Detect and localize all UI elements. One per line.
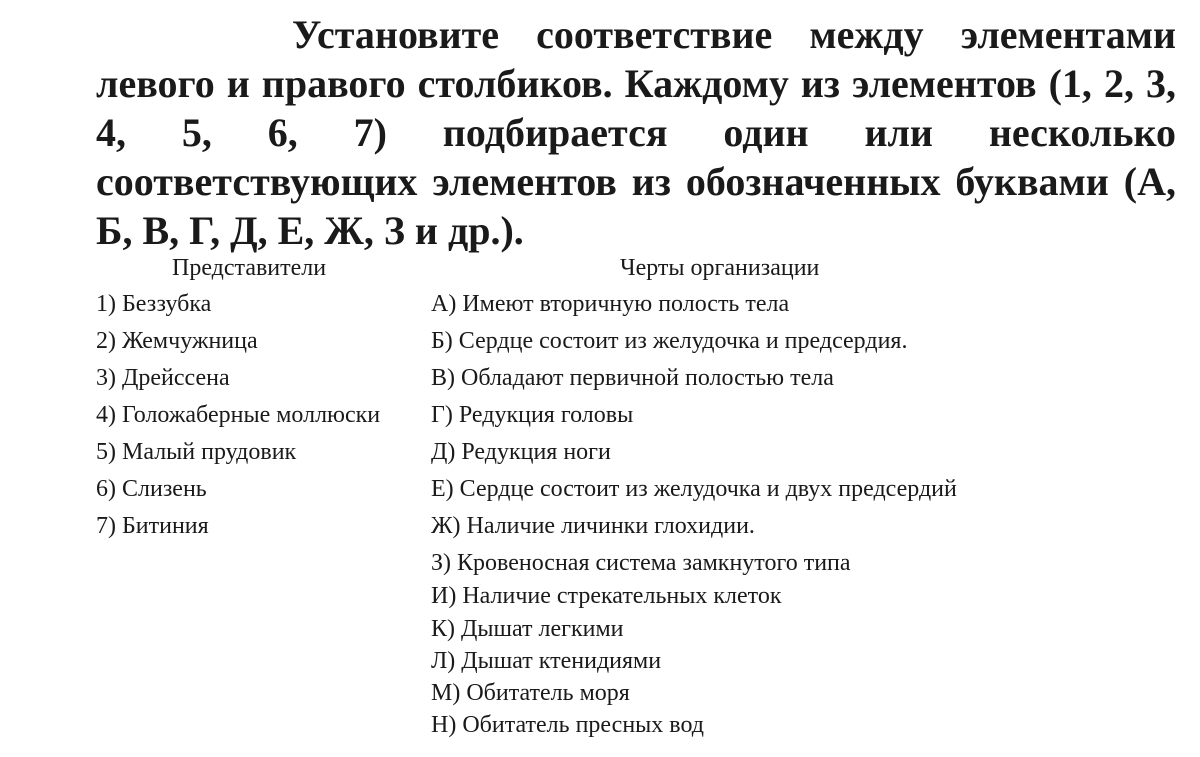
representative-item: 4) Голожаберные моллюски — [96, 402, 381, 428]
representative-item: 7) Битиния — [96, 513, 209, 539]
feature-item: В) Обладают первичной полостью тела — [431, 365, 834, 391]
feature-item: Г) Редукция головы — [431, 402, 634, 428]
feature-item: К) Дышат легкими — [431, 616, 624, 642]
feature-item: Л) Дышат ктенидиями — [431, 648, 662, 674]
representative-item: 6) Слизень — [96, 476, 207, 502]
representative-item: 5) Малый прудовик — [96, 439, 297, 465]
representatives-header: Представители — [172, 255, 327, 281]
representative-item: 2) Жемчужница — [96, 328, 258, 354]
task-instruction: Установите соответствие между элементами левого и правого столбиков. Каждому из элементов (1, 2, 3, 4, 5, 6, 7) подбирается один или несколько соответствующих элементов из обозначенных буквами (А, Б, В, Г, Д, Е, Ж, З и др.). — [96, 12, 1176, 253]
representative-item: 3) Дрейссена — [96, 365, 230, 391]
feature-item: И) Наличие стрекательных клеток — [431, 583, 782, 609]
feature-item: А) Имеют вторичную полость тела — [431, 291, 790, 317]
features-header: Черты организации — [620, 255, 820, 281]
feature-item: Н) Обитатель пресных вод — [431, 712, 704, 738]
feature-item: М) Обитатель моря — [431, 680, 630, 706]
representative-item: 1) Беззубка — [96, 291, 212, 317]
feature-item: Б) Сердце состоит из желудочка и предсердия. — [431, 328, 908, 354]
feature-item: Д) Редукция ноги — [431, 439, 611, 465]
feature-item: Е) Сердце состоит из желудочка и двух предсердий — [431, 476, 957, 502]
feature-item: З) Кровеносная система замкнутого типа — [431, 550, 851, 576]
feature-item: Ж) Наличие личинки глохидии. — [431, 513, 755, 539]
